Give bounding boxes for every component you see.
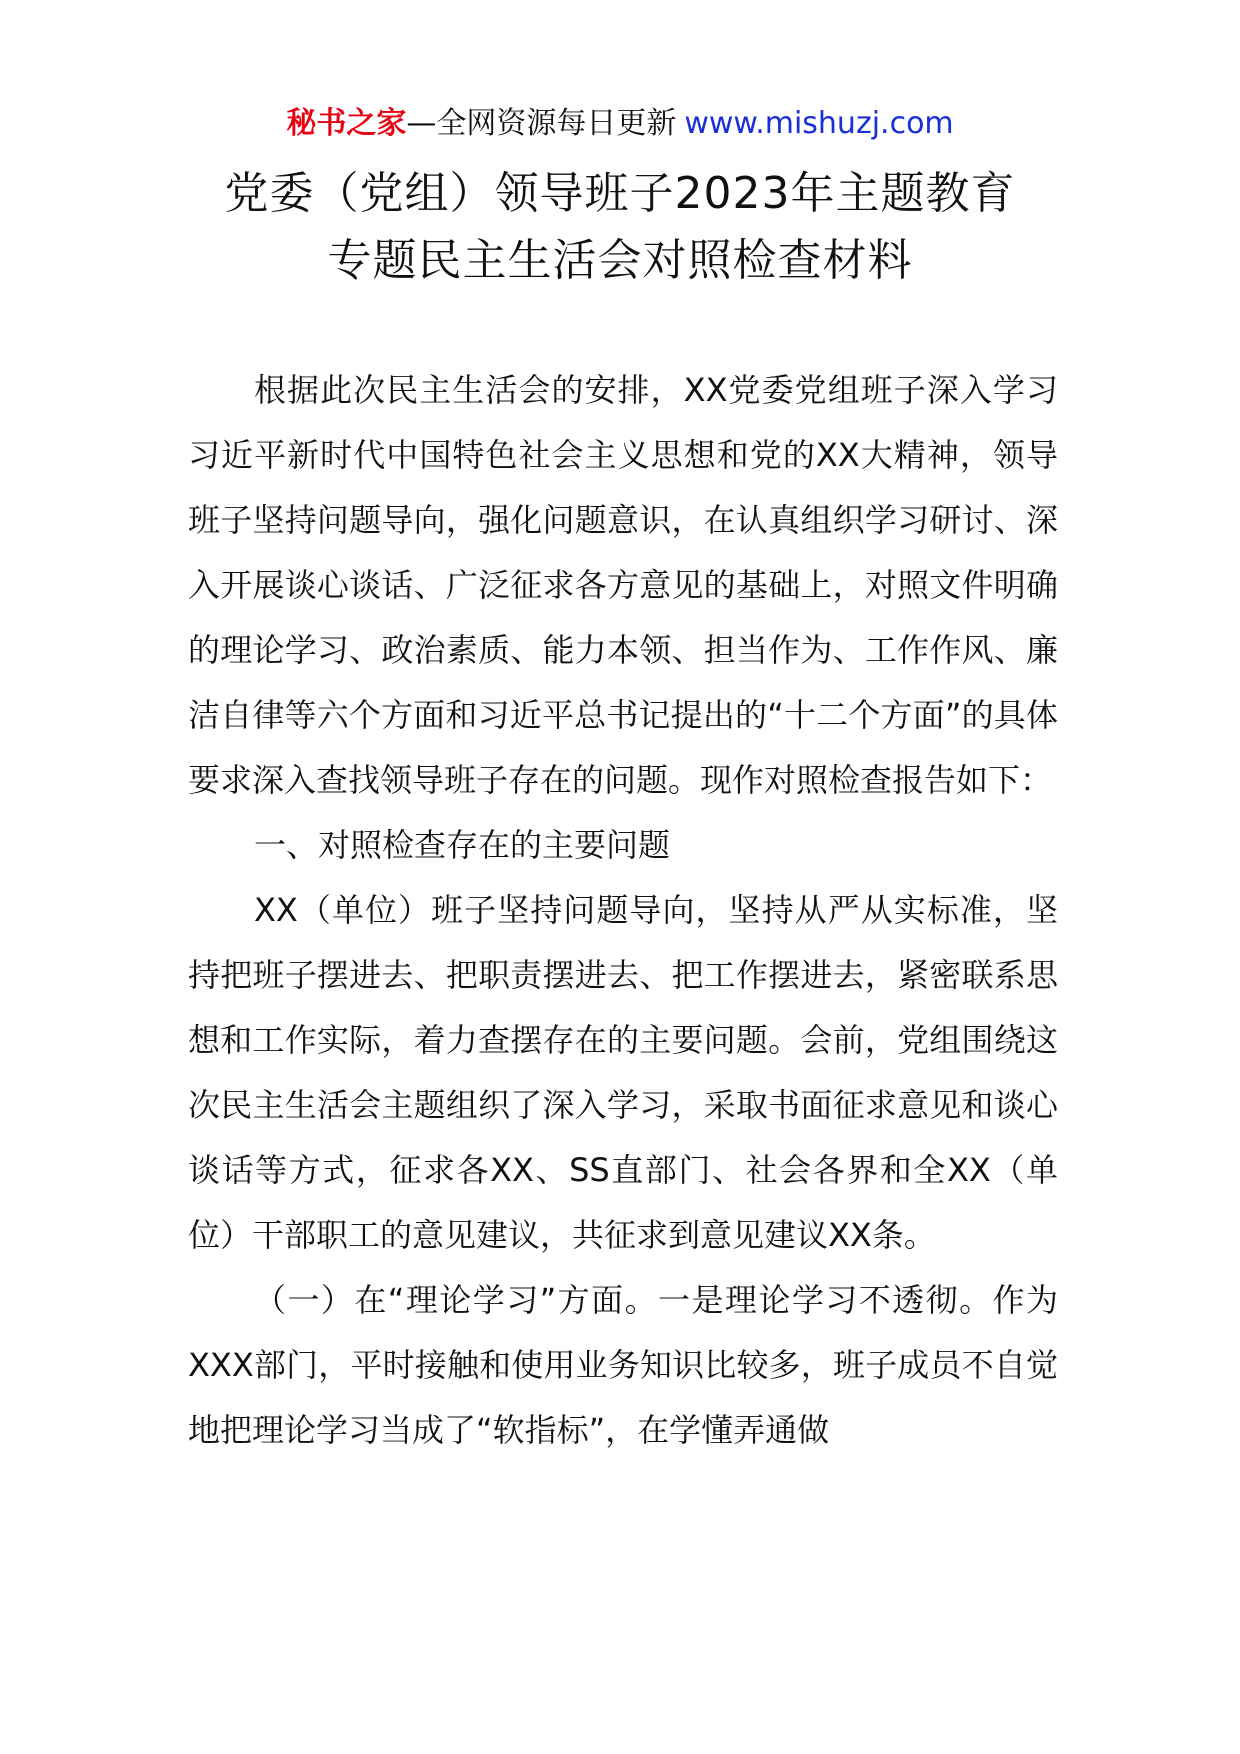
subsection-paragraph: （一）在“理论学习”方面。一是理论学习不透彻。作为XXX部门，平时接触和使用业务知识比较多，班子成员不自觉地把理论学习当成了“软指标”，在学懂弄通做 — [188, 1281, 1058, 1449]
intro-paragraph: 根据此次民主生活会的安排，XX党委党组班子深入学习习近平新时代中国特色社会主义思想和党的XX大精神，领导班子坚持问题导向，强化问题意识，在认真组织学习研讨、深入开展谈心谈话、广泛征求各方意见的基础上，对照文件明确的理论学习、政治素质、能力本领、担当作为、工作作风、廉洁自律等六个方面和习近平总书记提出的“十二个方面”的具体要求深入查找领导班子存在的问题。现作对照检查报告如下： — [188, 371, 1058, 799]
document-body — [188, 358, 1058, 1463]
body-paragraph: XX（单位）班子坚持问题导向，坚持从严从实标准，坚持把班子摆进去、把职责摆进去、把工作摆进去，紧密联系思想和工作实际，着力查摆存在的主要问题。会前，党组围绕这次民主生活会主题组织了深入学习，采取书面征求意见和谈心谈话等方式，征求各XX、SS直部门、社会各界和全XX（单位）干部职工的意见建议，共征求到意见建议XX条。 — [188, 891, 1058, 1254]
site-header — [0, 104, 1240, 144]
header-slogan: —全网资源每日更新 — [406, 106, 677, 141]
section-heading: 一、对照检查存在的主要问题 — [254, 826, 671, 864]
brand-name: 秘书之家 — [286, 106, 407, 141]
document-title-line-2: 专题民主生活会对照检查材料 — [327, 235, 913, 286]
site-url-link[interactable]: www.mishuzj.com — [684, 106, 954, 141]
document-title-line-1: 党委（党组）领导班子2023年主题教育 — [224, 168, 1016, 219]
